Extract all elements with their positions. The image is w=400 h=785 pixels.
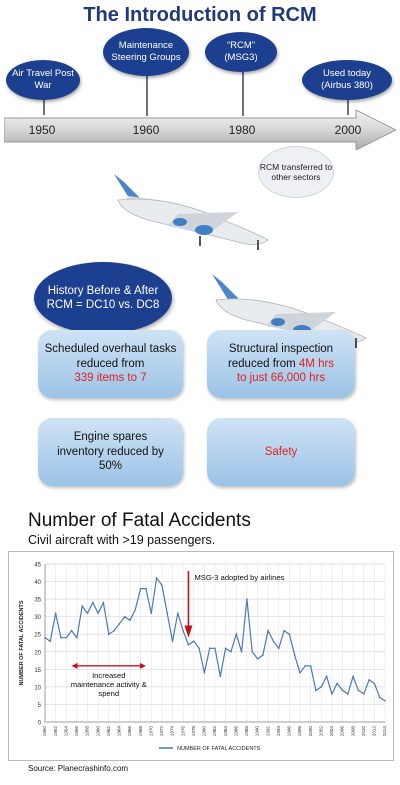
accidents-line-chart [9, 552, 393, 760]
chart-frame [8, 551, 394, 761]
data-point [384, 700, 386, 702]
card-spares: Engine spares inventory reduced by 50% [38, 418, 183, 486]
history-bubble: History Before & After RCM = DC10 vs. DC8 [34, 262, 172, 334]
x-tick-label: 2012 [371, 726, 377, 737]
x-tick-label: 1950 [42, 726, 48, 737]
data-point [267, 630, 269, 632]
data-point [129, 619, 131, 621]
y-tick-label: 30 [34, 615, 41, 622]
data-point [60, 637, 62, 639]
data-point [177, 612, 179, 614]
data-point [103, 602, 105, 604]
data-point [204, 672, 206, 674]
y-tick-label: 45 [34, 562, 41, 569]
data-point [241, 651, 243, 653]
data-point [374, 683, 376, 685]
page-title: The Introduction of RCM [83, 4, 317, 26]
increased-annotation-line: maintenance activity & [70, 679, 147, 689]
x-tick-label: 1994 [275, 726, 281, 737]
x-tick-label: 1960 [95, 726, 101, 737]
x-tick-label: 1954 [63, 726, 69, 737]
data-point [145, 588, 147, 590]
milestone-used-today: Used today (Airbus 380) [302, 60, 392, 100]
data-point [172, 640, 174, 642]
data-point [140, 588, 142, 590]
data-point [92, 602, 94, 604]
data-point [230, 651, 232, 653]
data-point [150, 612, 152, 614]
data-point [135, 609, 137, 611]
data-point [235, 633, 237, 635]
milestone-rcm-msg3: “RCM” (MSG3) [205, 32, 277, 72]
x-tick-label: 1982 [212, 726, 218, 737]
increased-annotation-line: Increased [92, 670, 126, 680]
data-point [305, 665, 307, 667]
data-point [198, 647, 200, 649]
data-point [108, 633, 110, 635]
data-point [225, 647, 227, 649]
x-tick-label: 1986 [233, 726, 239, 737]
inspection-text: Structural inspection reduced from [227, 342, 334, 370]
data-point [251, 651, 253, 653]
x-tick-label: 1952 [52, 726, 58, 737]
data-point [320, 686, 322, 688]
x-tick-label: 1988 [244, 726, 250, 737]
x-tick-label: 2000 [307, 726, 313, 737]
y-tick-label: 25 [34, 632, 41, 639]
data-point [326, 676, 328, 678]
data-point [283, 630, 285, 632]
data-point [50, 640, 52, 642]
data-point [182, 630, 184, 632]
y-tick-label: 10 [34, 685, 41, 692]
x-tick-label: 2006 [339, 726, 345, 737]
y-tick-label: 20 [34, 650, 41, 657]
data-point [214, 647, 216, 649]
x-tick-label: 1978 [190, 726, 196, 737]
data-point [347, 693, 349, 695]
x-tick-label: 1970 [148, 726, 154, 737]
legend-label: NUMBER OF FATAL ACCIDENTS [177, 746, 261, 752]
stem-1980 [242, 66, 244, 116]
data-point [336, 683, 338, 685]
data-point [368, 679, 370, 681]
x-tick-label: 1962 [105, 726, 111, 737]
data-point [299, 672, 301, 674]
data-point [209, 647, 211, 649]
y-tick-label: 5 [37, 702, 41, 709]
data-point [331, 693, 333, 695]
y-tick-label: 40 [34, 580, 41, 587]
data-point [193, 640, 195, 642]
x-tick-label: 1964 [116, 726, 122, 737]
data-point [262, 654, 264, 656]
x-tick-label: 1956 [74, 726, 80, 737]
data-point [71, 630, 73, 632]
x-tick-label: 1992 [265, 726, 271, 737]
x-tick-label: 1958 [84, 726, 90, 737]
x-tick-label: 1976 [180, 726, 186, 737]
x-tick-label: 1968 [137, 726, 143, 737]
y-tick-label: 0 [37, 720, 41, 727]
card-safety: Safety [207, 418, 355, 486]
data-point [97, 612, 99, 614]
data-point [352, 676, 354, 678]
data-point [76, 637, 78, 639]
data-point [363, 693, 365, 695]
year-1960: 1960 [132, 123, 160, 137]
x-tick-label: 1984 [222, 726, 228, 737]
increased-arrow-head-right [140, 663, 146, 669]
year-2000: 2000 [334, 123, 362, 137]
x-tick-label: 2008 [350, 726, 356, 737]
data-point [188, 644, 190, 646]
data-point [156, 577, 158, 579]
x-tick-label: 1998 [297, 726, 303, 737]
data-point [87, 612, 89, 614]
x-tick-label: 2004 [329, 726, 335, 737]
data-point [278, 647, 280, 649]
data-point [166, 612, 168, 614]
x-tick-label: 1996 [286, 726, 292, 737]
data-point [310, 665, 312, 667]
x-tick-label: 1980 [201, 726, 207, 737]
x-tick-label: 1974 [169, 726, 175, 737]
inspection-highlight-2: to just 66,000 hrs [236, 372, 326, 385]
overhaul-text: Scheduled overhaul tasks reduced from [44, 342, 177, 370]
data-point [65, 637, 67, 639]
card-inspection [207, 330, 355, 398]
data-point [294, 654, 296, 656]
data-point [315, 690, 317, 692]
chart-subtitle: Civil aircraft with >19 passengers. [28, 533, 216, 547]
data-point [273, 640, 275, 642]
data-point [289, 633, 291, 635]
increased-arrow-head-left [72, 663, 78, 669]
data-point [55, 612, 57, 614]
y-tick-label: 35 [34, 597, 41, 604]
x-tick-label: 1990 [254, 726, 260, 737]
year-1950: 1950 [28, 123, 56, 137]
data-point [81, 605, 83, 607]
data-point [342, 690, 344, 692]
chart-title: Number of Fatal Accidents [28, 510, 251, 531]
data-point [379, 697, 381, 699]
inspection-highlight-1: 4M hrs [298, 357, 335, 370]
data-point [246, 598, 248, 600]
overhaul-highlight: 339 items to 7 [74, 372, 147, 385]
data-point [161, 584, 163, 586]
x-tick-label: 2002 [318, 726, 324, 737]
data-point [44, 637, 46, 639]
data-point [220, 676, 222, 678]
x-tick-label: 2010 [360, 726, 366, 737]
milestone-maintenance-steering: Maintenance Steering Groups [103, 28, 189, 76]
increased-annotation-line: spend [98, 688, 120, 698]
data-point [257, 658, 259, 660]
airplane-image [108, 160, 278, 255]
milestone-air-travel: Air Travel Post War [6, 60, 80, 100]
msg3-annotation: MSG-3 adopted by airlines [194, 572, 285, 582]
x-tick-label: 1972 [159, 726, 165, 737]
x-tick-label: 2014 [382, 726, 388, 737]
data-point [358, 690, 360, 692]
year-1980: 1980 [228, 123, 256, 137]
rcm-transfer-note: RCM transferred to other sectors [258, 146, 334, 198]
chart-source: Source: Planecrashinfo.com [28, 764, 129, 773]
data-point [124, 616, 126, 618]
y-axis-label: NUMBER OF FATAL ACCIDENTS [19, 600, 25, 686]
x-tick-label: 1966 [127, 726, 133, 737]
data-point [113, 630, 115, 632]
card-overhaul [38, 330, 183, 398]
y-tick-label: 15 [34, 667, 41, 674]
data-point [119, 623, 121, 625]
